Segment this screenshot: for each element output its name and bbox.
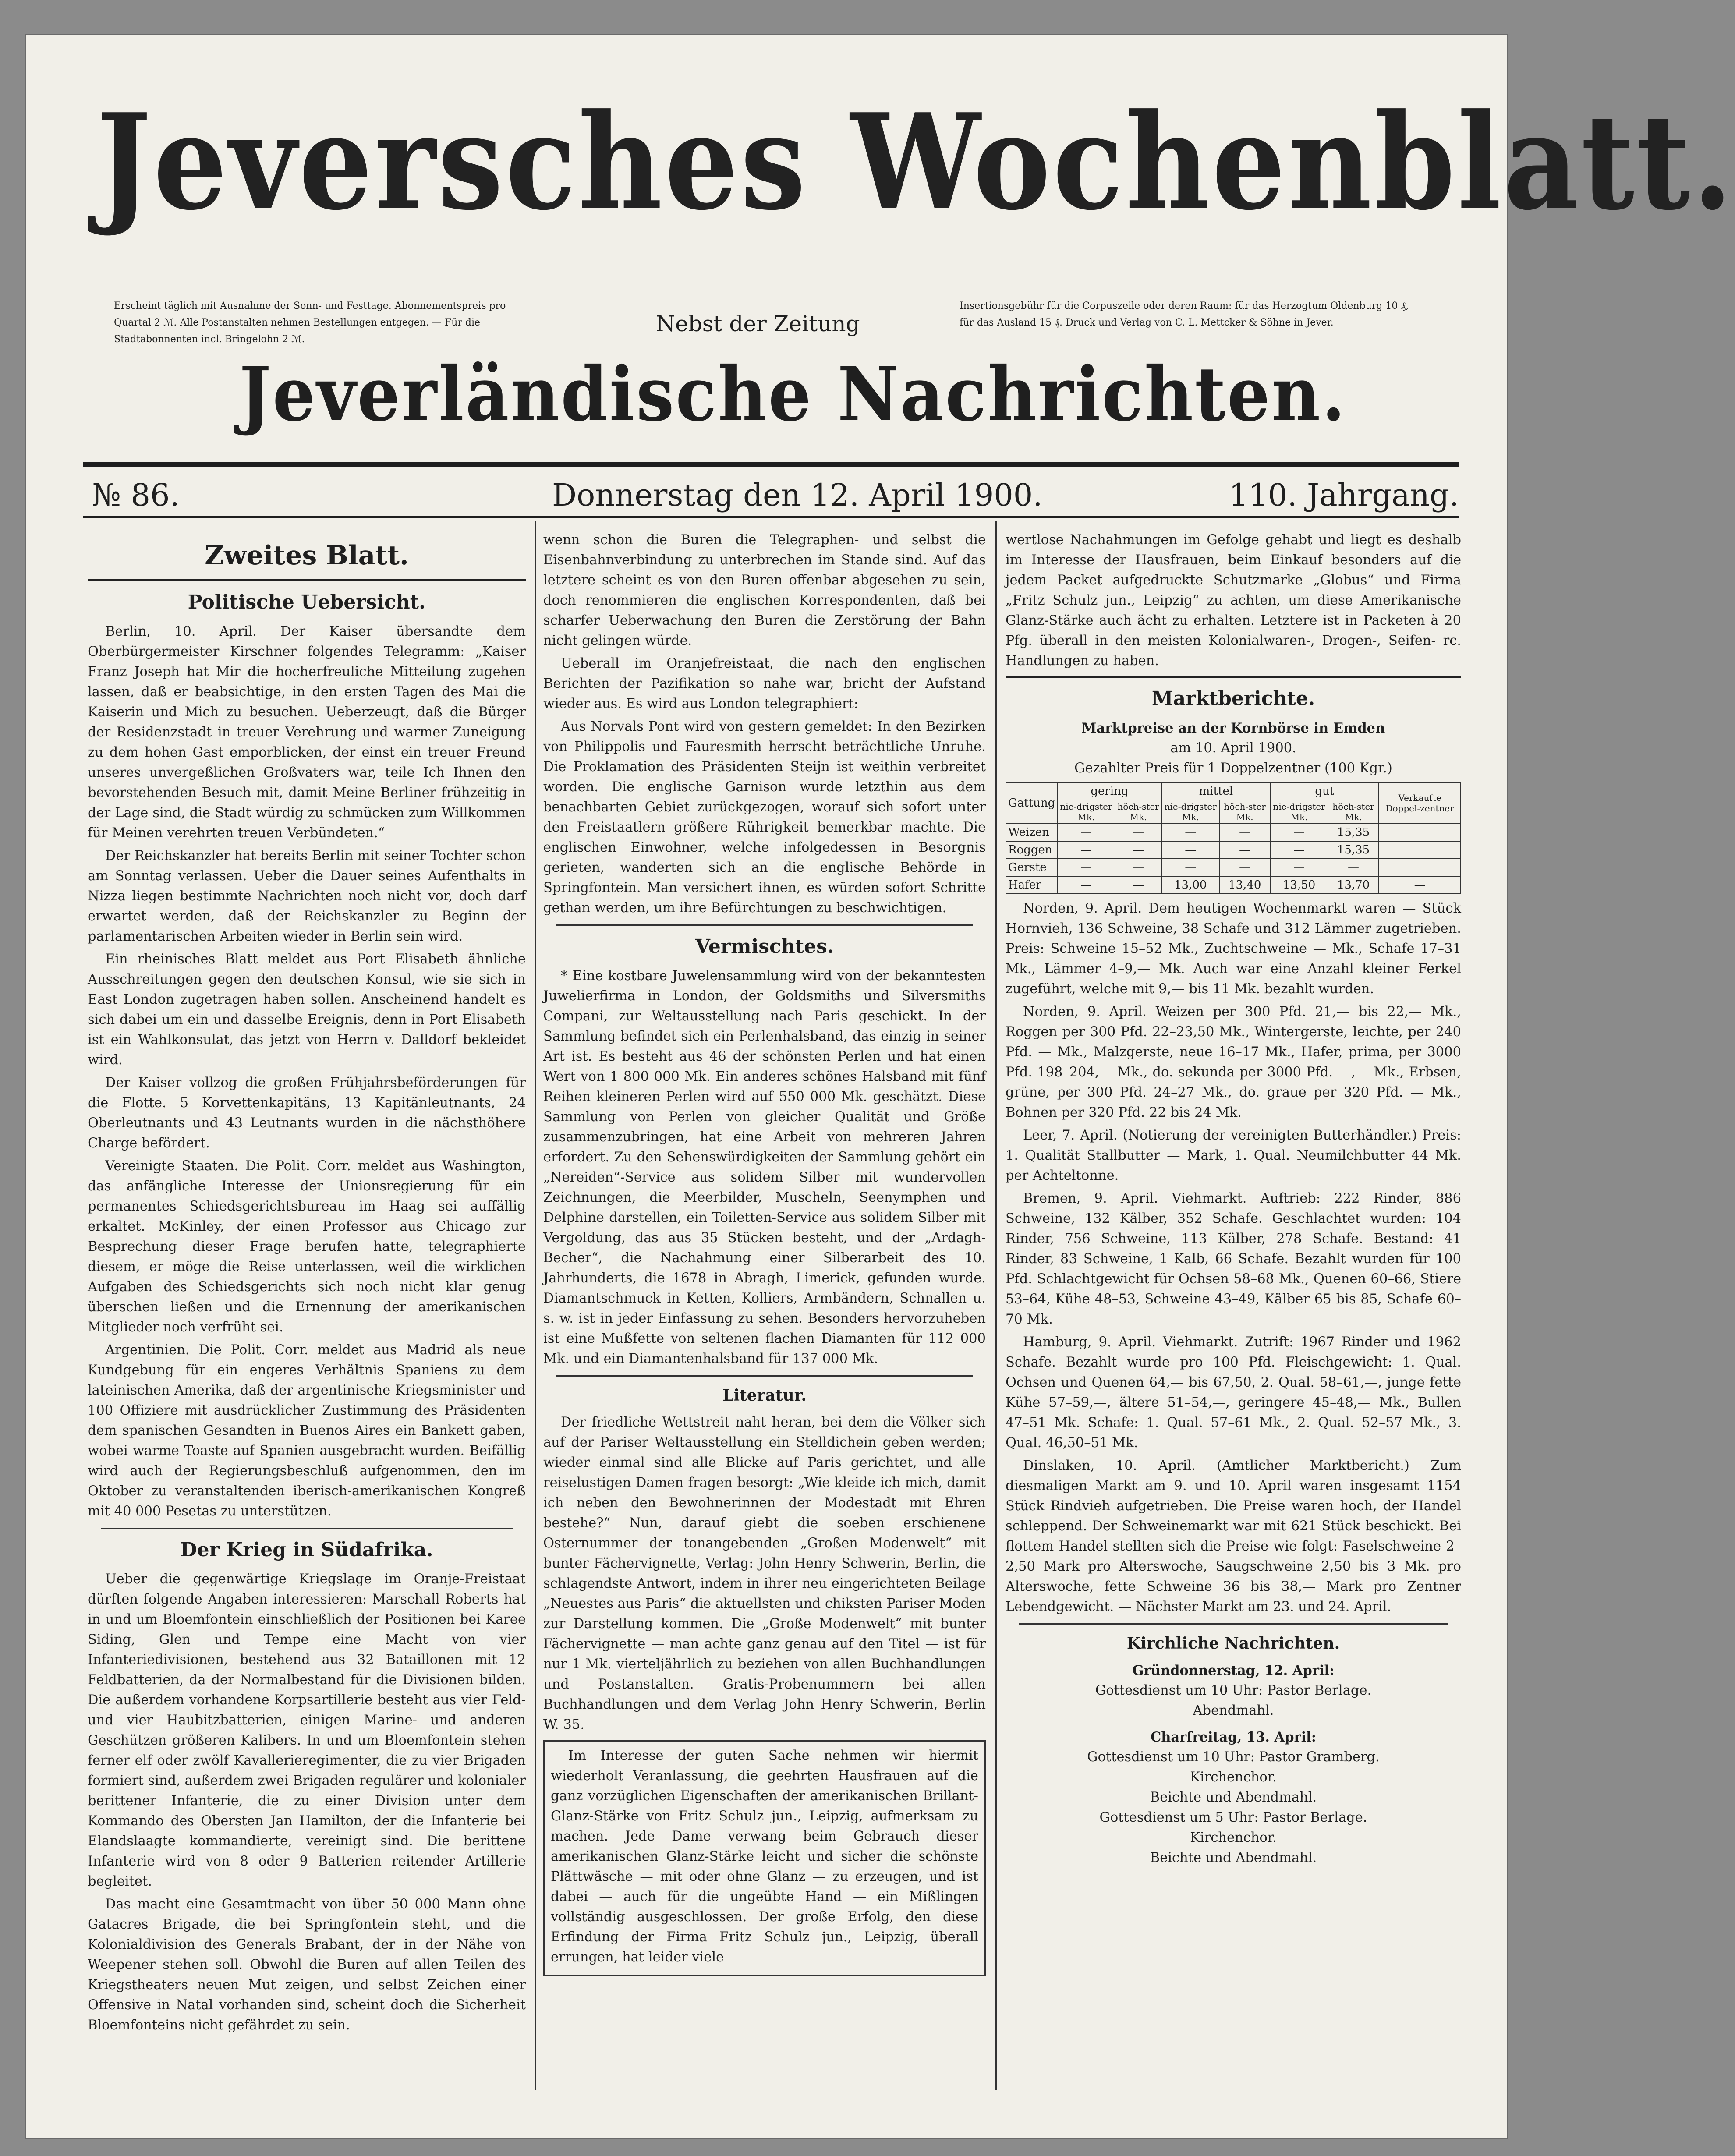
church-service: Gottesdienst um 10 Uhr: Pastor Berlage.	[1095, 1683, 1372, 1698]
bottom-rule	[83, 516, 1459, 518]
divider	[556, 924, 973, 926]
section-heading: Marktberichte.	[1151, 687, 1315, 710]
table-subheader: nie-drigster Mk.	[1057, 800, 1115, 824]
advertising-info: Insertionsgebühr für die Corpuszeile oder deren Raum: für das Herzogtum Oldenburg 10 ₰, für das Ausland 15 ₰. Druck und Verlag von C. L. Mettcker & Söhne in Jever.	[960, 301, 1409, 328]
table-row	[1006, 876, 1461, 894]
table-cell: —	[1162, 824, 1219, 841]
table-subheader: nie-drigster Mk.	[1270, 800, 1328, 824]
table-cell: —	[1270, 859, 1328, 876]
section-heading: Der Krieg in Südafrika.	[180, 1539, 433, 1561]
table-cell: 13,40	[1219, 876, 1270, 894]
issue-date: Donnerstag den 12. April 1900.	[552, 477, 1043, 513]
table-cell: 13,00	[1162, 876, 1219, 894]
table-cell: —	[1270, 824, 1328, 841]
table-cell: —	[1115, 824, 1162, 841]
article-paragraph: wenn schon die Buren die Telegraphen- und selbst die Eisenbahnverbindung zu unterbrechen im Stande sind. Auf das letztere scheint es von den Buren offenbar abgesehen zu sein, doch renommieren die englischen Korrespondenten, daß bei scharfer Ueberwachung den Buren die Zerstörung der Bahn nicht gelingen würde.	[543, 532, 986, 648]
table-cell: —	[1057, 841, 1115, 859]
table-cell: —	[1115, 841, 1162, 859]
article-paragraph: Ueberall im Oranjefreistaat, die nach den englischen Berichten der Pazifikation so nahe war, bricht der Aufstand wieder aus. Es wird aus London telegraphiert:	[543, 656, 986, 712]
article-paragraph: Ein rheinisches Blatt meldet aus Port Elisabeth ähnliche Ausschreitungen gegen den deutschen Konsul, wie sie sich in East London zugetragen haben sollen. Anscheinend handelt es sich dabei um ein und dasselbe Ereignis, denn in Port Elisabeth ist ein Wahlkonsulat, das jetzt von Herrn v. Dalldorf bekleidet wird.	[88, 952, 526, 1068]
article-paragraph: Ueber die gegenwärtige Kriegslage im Oranje-Freistaat dürften folgende Angaben interessieren: Marschall Roberts hat in und um Bloemfontein einschließlich der Positionen bei Karee Siding, Glen und Tempe eine Macht von vier Infanteriedivisionen, bestehend aus 32 Bataillonen mit 12 Feldbatterien, da der Normalbestand für die Divisionen bilden. Die außerdem vorhandene Korpsartillerie besteht aus vier Feld- und vier Haubitzbatterien, einigen Marine- und anderen Geschützen größeren Kalibers. In und um Bloemfontein stehen ferner elf oder zwölf Kavallerieregimenter, die zu vier Brigaden formiert sind, außerdem zwei Brigaden regulärer und kolonialer berittener Infanterie, die zu einer Division unter dem Kommando des Obersten Jan Hamilton, der die Infanterie bei Elandslaagte kommandierte, vereinigt sind. Die berittene Infanterie wird von 8 oder 9 Batterien reitender Artillerie begleitet.	[88, 1572, 526, 1889]
table-header: gering	[1057, 782, 1161, 800]
table-header: Gattung	[1006, 782, 1057, 824]
table-cell: Roggen	[1006, 841, 1057, 859]
table-cell	[1379, 824, 1461, 841]
article-paragraph: Das macht eine Gesamtmacht von über 50 000 Mann ohne Gatacres Brigade, die bei Springfontein steht, und die Kolonialdivision des Generals Brabant, der in der Nähe von Weepener stehen soll. Obwohl die Buren auf allen Teilen des Kriegstheaters neuen Mut zeigen, und selbst Zeichen einer Offensive in Natal vorhanden sind, scheint doch die Sicherheit Bloemfonteins nicht gefährdet zu sein.	[88, 1897, 526, 2033]
church-service: Gottesdienst um 5 Uhr: Pastor Berlage.	[1099, 1810, 1367, 1825]
market-date: am 10. April 1900.	[1170, 740, 1296, 756]
table-cell: —	[1219, 841, 1270, 859]
market-report: Bremen, 9. April. Viehmarkt. Auftrieb: 222 Rinder, 886 Schweine, 132 Kälber, 352 Schafe. Geschlachtet wurden: 104 Rinder, 756 Schweine, 113 Kälber, 278 Schafe. Bestand: 41 Rinder, 83 Schweine, 1 Kalb, 66 Schafe. Bezahlt wurden für 100 Pfd. Schlachtgewicht für Ochsen 58–68 Mk., Quenen 60–66, Stiere 53–64, Kühe 48–53, Schweine 43–49, Kälber 65 bis 85, Schafe 60–70 Mk.	[1006, 1191, 1461, 1327]
table-cell: —	[1379, 876, 1461, 894]
section-title: Zweites Blatt.	[205, 540, 409, 571]
table-cell: Hafer	[1006, 876, 1057, 894]
table-cell: 13,50	[1270, 876, 1328, 894]
table-subheader: nie-drigster Mk.	[1162, 800, 1219, 824]
volume-year: 110. Jahrgang.	[1229, 477, 1459, 513]
table-cell: —	[1057, 859, 1115, 876]
table-subheader: höch-ster Mk.	[1328, 800, 1379, 824]
article-paragraph: Aus Norvals Pont wird von gestern gemeldet: In den Bezirken von Philippolis und Fauresmith herrscht beträchtliche Unruhe. Die Proklamation des Präsidenten Steijn ist weithin verbreitet worden. Die englische Garnison wurde letzthin aus dem benachbarten Gebiet zurückgezogen, worauf sich sofort unter den Freistaatlern größere Rührigkeit bemerkbar machte. Die englischen Einwohner, welche infolgedessen in Besorgnis gerieten, wanderten sich an die englische Behörde in Springfontein. Man versichert ihnen, es würden sofort Schritte gethan werden, um ihre Befürchtungen zu beschwichtigen.	[543, 719, 986, 916]
article-paragraph: Berlin, 10. April. Der Kaiser übersandte dem Oberbürgermeister Kirschner folgendes Telegramm: „Kaiser Franz Joseph hat Mir die hocherfreuliche Mitteilung zugehen lassen, daß er beabsichtige, in den ersten Tagen des Mai die Kaiserin und Mich zu besuchen. Ueberzeugt, daß die Bürger der Residenzstadt in treuer Verehrung und warmer Zuneigung zu dem hohen Gast emporblicken, der einst ein treuer Freund unseres unvergeßlichen Großvaters war, teile Ich Ihnen den bevorstehenden Besuch mit, damit Meine Berliner frühzeitig in der Lage sind, die Stadt würdig zu schmücken zum Willkommen für Meinen verehrten treuen Verbündeten.“	[88, 624, 526, 841]
article-paragraph: Der Kaiser vollzog die großen Frühjahrsbeförderungen für die Flotte. 5 Korvettenkapitäns, 13 Kapitänleutnants, 24 Oberleutnants und 43 Leutnants wurden in die nächsthöhere Charge befördert.	[88, 1075, 526, 1151]
table-row	[1006, 841, 1461, 859]
dateline	[92, 473, 1459, 517]
section-heading: Politische Uebersicht.	[188, 591, 426, 613]
table-cell: —	[1328, 859, 1379, 876]
market-subheading: Marktpreise an der Kornbörse in Emden	[1081, 720, 1385, 736]
table-cell: —	[1162, 859, 1219, 876]
table-subheader: höch-ster Mk.	[1115, 800, 1162, 824]
divider	[1019, 1623, 1448, 1625]
divider	[88, 579, 526, 581]
section-heading: Vermischtes.	[695, 935, 834, 958]
table-cell: Gerste	[1006, 859, 1057, 876]
table-header: mittel	[1162, 782, 1271, 800]
table-cell: —	[1057, 876, 1115, 894]
masthead-title: Jeversches Wochenblatt.	[96, 85, 1735, 239]
church-service: Beichte und Abendmahl.	[1150, 1790, 1317, 1805]
column-3	[1006, 530, 1461, 2116]
column-2	[543, 530, 986, 2116]
table-cell: 13,70	[1328, 876, 1379, 894]
table-row	[1006, 859, 1461, 876]
divider	[556, 1375, 973, 1377]
market-report: Norden, 9. April. Dem heutigen Wochenmarkt waren — Stück Hornvieh, 136 Schweine, 38 Schafe und 312 Lämmer zugetrieben. Preis: Schweine 15–52 Mk., Zuchtschweine — Mk., Schafe 17–31 Mk., Lämmer 4–9,— Mk. Auch war eine Anzahl kleiner Ferkel zugeführt, welche mit 9,— bis 11 Mk. bezahlt wurden.	[1006, 901, 1461, 997]
table-cell: 15,35	[1328, 824, 1379, 841]
section-heading: Kirchliche Nachrichten.	[1126, 1634, 1340, 1653]
section-heading: Literatur.	[722, 1386, 807, 1405]
table-cell: —	[1162, 841, 1219, 859]
market-report: Norden, 9. April. Weizen per 300 Pfd. 21,— bis 22,— Mk., Roggen per 300 Pfd. 22–23,50 Mk., Wintergerste, leichte, per 240 Pfd. — Mk., Malzgerste, neue 16–17 Mk., Hafer, prima, per 3000 Pfd. 198–204,— Mk., do. sekunda per 3000 Pfd. —,— Mk., Erbsen, grüne, per 300 Pfd. 24–27 Mk., do. graue per 320 Pfd. — Mk., Bohnen per 320 Pfd. 22 bis 24 Mk.	[1006, 1004, 1461, 1120]
article-paragraph: Argentinien. Die Polit. Corr. meldet aus Madrid als neue Kundgebung für ein engeres Verhältnis Spaniens zu dem lateinischen Amerika, daß der argentinische Kriegsminister und 100 Offiziere mit ausdrücklicher Zustimmung des Präsidenten dem spanischen Gesandten in Buenos Aires ein Bankett gaben, wobei warme Toaste auf Spanien ausgebracht wurden. Beifällig wird auch der Regierungsbeschluß aufgenommen, den im Oktober zu veranstaltenden iberisch-amerikanischen Kongreß mit 40 000 Pesetas zu unterstützen.	[88, 1342, 526, 1519]
grain-price-table	[1006, 782, 1461, 894]
table-header: Verkaufte Doppel-zentner	[1379, 782, 1461, 824]
column-1	[88, 530, 526, 2116]
table-cell: —	[1115, 876, 1162, 894]
subscription-info: Erscheint täglich mit Ausnahme der Sonn- und Festtage. Abonnementspreis pro Quartal 2 ℳ. Alle Postanstalten nehmen Bestellungen entgegen. — Für die Stadtabonnenten incl. Bringelohn 2 ℳ.	[114, 301, 506, 345]
divider	[101, 1528, 513, 1529]
advertorial-box	[543, 1740, 986, 1976]
column-divider	[995, 521, 997, 2090]
market-report: Leer, 7. April. (Notierung der vereinigten Butterhändler.) Preis: 1. Qualität Stallbutter — Mark, 1. Qual. Neumilchbutter 44 Mk. per Achteltonne.	[1006, 1128, 1461, 1183]
market-report: Hamburg, 9. April. Viehmarkt. Zutrift: 1967 Rinder und 1962 Schafe. Bezahlt wurde pro 100 Pfd. Fleischgewicht: 1. Qual. Ochsen und Quenen 64,— bis 67,50, 2. Qual. 58–61,—, junge fette Kühe 57–59,—, ältere 51–54,—, geringere 45–48,— Mk., Bullen 47–51 Mk. Schafe: 1. Qual. 57–61 Mk., 2. Qual. 52–57 Mk., 3. Qual. 46,50–51 Mk.	[1006, 1335, 1461, 1451]
article-paragraph: Vereinigte Staaten. Die Polit. Corr. meldet aus Washington, das anfängliche Interesse der Unionsregierung für ein permanentes Schiedsgerichtsbureau im Haag sei auffällig erkaltet. McKinley, der einen Professor aus Chicago zur Besprechung dieser Frage berufen hatte, telegraphierte diesem, er möge die Reise unterlassen, weil die wirklichen Aufgaben des Schiedsgerichts sich noch nicht klar genug überschen ließen und die Ernennung der amerikanischen Mitglieder noch verfrüht sei.	[88, 1158, 526, 1335]
article-paragraph: wertlose Nachahmungen im Gefolge gehabt und liegt es deshalb im Interesse der Hausfrauen, beim Einkauf besonders auf die jedem Packet aufgedruckte Schutzmarke „Globus“ und Firma „Fritz Schulz jun., Leipzig“ zu achten, um diese Amerikanische Glanz-Stärke auch ächt zu erhalten. Letztere ist in Packeten à 20 Pfg. überall in den meisten Kolonialwaren-, Drogen-, Seifen- rc. Handlungen zu haben.	[1006, 532, 1461, 669]
table-cell: —	[1219, 859, 1270, 876]
church-day: Gründonnerstag, 12. April:	[1132, 1663, 1335, 1678]
table-cell	[1379, 859, 1461, 876]
table-cell: —	[1115, 859, 1162, 876]
table-header: gut	[1270, 782, 1379, 800]
newspaper-page	[26, 35, 1735, 2138]
issue-number: № 86.	[92, 477, 180, 513]
table-cell	[1379, 841, 1461, 859]
church-day: Charfreitag, 13. April:	[1150, 1729, 1317, 1745]
church-service: Abendmahl.	[1193, 1703, 1274, 1718]
table-cell: —	[1057, 824, 1115, 841]
divider	[1006, 676, 1461, 678]
subtitle: Jeverländische Nachrichten.	[239, 350, 1347, 438]
column-divider	[535, 521, 536, 2090]
article-paragraph: * Eine kostbare Juwelensammlung wird von der bekanntesten Juwelierfirma in London, der Goldsmiths und Silversmiths Compani, zur Weltausstellung nach Paris geschickt. In der Sammlung befindet sich ein Perlenhalsband, das einzig in seiner Art ist. Es besteht aus 46 der schönsten Perlen und hat einen Wert von 1 800 000 Mk. Ein anderes schönes Halsband mit fünf Reihen kleineren Perlen wird auf 550 000 Mk. geschätzt. Diese Sammlung von Perlen von gleicher Qualität und Größe zusammenzubringen, hat eine Arbeit von mehreren Jahren erfordert. Zu den Sehenswürdigkeiten der Sammlung gehört ein „Nereiden“-Service aus solidem Silber mit wundervollen Zeichnungen, die Meerbilder, Muscheln, Seenymphen und Delphine darstellen, ein Toiletten-Service aus solidem Silber mit Vergoldung, das aus 35 Stücken besteht, und der „Ardagh-Becher“, die Nachahmung einer Silberarbeit des 10. Jahrhunderts, die 1678 in Abragh, Limerick, gefunden wurde. Diamantschmuck in Ketten, Kolliers, Armbändern, Schnallen u. s. w. ist in jeder Einfassung zu sehen. Besonders hervorzuheben ist eine Mußfette von seltenen flachen Diamanten für 112 000 Mk. und ein Diamantenhalsband für 137 000 Mk.	[543, 968, 986, 1367]
table-subheader: höch-ster Mk.	[1219, 800, 1270, 824]
church-service: Kirchenchor.	[1190, 1830, 1277, 1845]
supplement-note: Nebst der Zeitung	[656, 311, 860, 336]
table-row	[1006, 824, 1461, 841]
table-cell: —	[1219, 824, 1270, 841]
church-service: Gottesdienst um 10 Uhr: Pastor Gramberg.	[1087, 1749, 1380, 1765]
market-note: Gezahlter Preis für 1 Doppelzentner (100 Kgr.)	[1074, 761, 1392, 776]
article-paragraph: Der Reichskanzler hat bereits Berlin mit seiner Tochter schon am Sonntag verlassen. Ueber die Dauer seines Aufenthalts in Nizza liegen bestimmte Nachrichten noch nicht vor, doch darf erwartet werden, daß der Reichskanzler zu Beginn der parlamentarischen Arbeiten wieder in Berlin sein wird.	[88, 848, 526, 944]
top-rule	[83, 462, 1459, 467]
table-cell: —	[1270, 841, 1328, 859]
article-paragraph: Der friedliche Wettstreit naht heran, bei dem die Völker sich auf der Pariser Weltausstellung ein Stelldichein geben werden; wieder einmal sind alle Blicke auf Paris gerichtet, und alle reiselustigen Damen fragen besorgt: „Wie kleide ich mich, damit ich neben den Bewohnerinnen der Modestadt mit Ehren bestehe?“ Nun, darauf giebt die soeben erschienene Osternummer der tonangebenden „Großen Modenwelt“ mit bunter Fächervignette, Verlag: John Henry Schwerin, Berlin, die schlagendste Antwort, indem in ihrer neu eingerichteten Beilage „Neuestes aus Paris“ die aktuellsten und chiksten Pariser Moden zur Darstellung kommen. Die „Große Modenwelt“ mit bunter Fächervignette — man achte ganz genau auf den Titel — ist für nur 1 Mk. vierteljährlich zu beziehen von allen Buchhandlungen und Postanstalten. Gratis-Probenummern bei allen Buchhandlungen und dem Verlag John Henry Schwerin, Berlin W. 35.	[543, 1415, 986, 1732]
church-service: Beichte und Abendmahl.	[1150, 1850, 1317, 1866]
table-cell: 15,35	[1328, 841, 1379, 859]
market-report: Dinslaken, 10. April. (Amtlicher Marktbericht.) Zum diesmaligen Markt am 9. und 10. April waren insgesamt 1154 Stück Rindvieh aufgetrieben. Die Preise waren hoch, der Handel schleppend. Der Schweinemarkt war mit 621 Stück beschickt. Bei flottem Handel stellten sich die Preise wie folgt: Faselschweine 2–2,50 Mark pro Alterswoche, Saugschweine 2,50 bis 3 Mk. pro Alterswoche, fette Schweine 36 bis 38,— Mark pro Zentner Lebendgewicht. — Nächster Markt am 23. und 24. April.	[1006, 1458, 1461, 1614]
church-service: Kirchenchor.	[1190, 1770, 1277, 1785]
article-paragraph: Im Interesse der guten Sache nehmen wir hiermit wiederholt Veranlassung, die geehrten Hausfrauen auf die ganz vorzüglichen Eigenschaften der amerikanischen Brillant-Glanz-Stärke von Fritz Schulz jun., Leipzig, aufmerksam zu machen. Jede Dame verwang beim Gebrauch dieser amerikanischen Glanz-Stärke leicht und sicher die schönste Plättwäsche — mit oder ohne Glanz — zu erzeugen, und ist dabei — auch für die ungeübte Hand — ein Mißlingen vollständig ausgeschlossen. Der große Erfolg, den diese Erfindung der Firma Fritz Schulz jun., Leipzig, überall errungen, hat leider viele	[551, 1748, 978, 1965]
table-cell: Weizen	[1006, 824, 1057, 841]
